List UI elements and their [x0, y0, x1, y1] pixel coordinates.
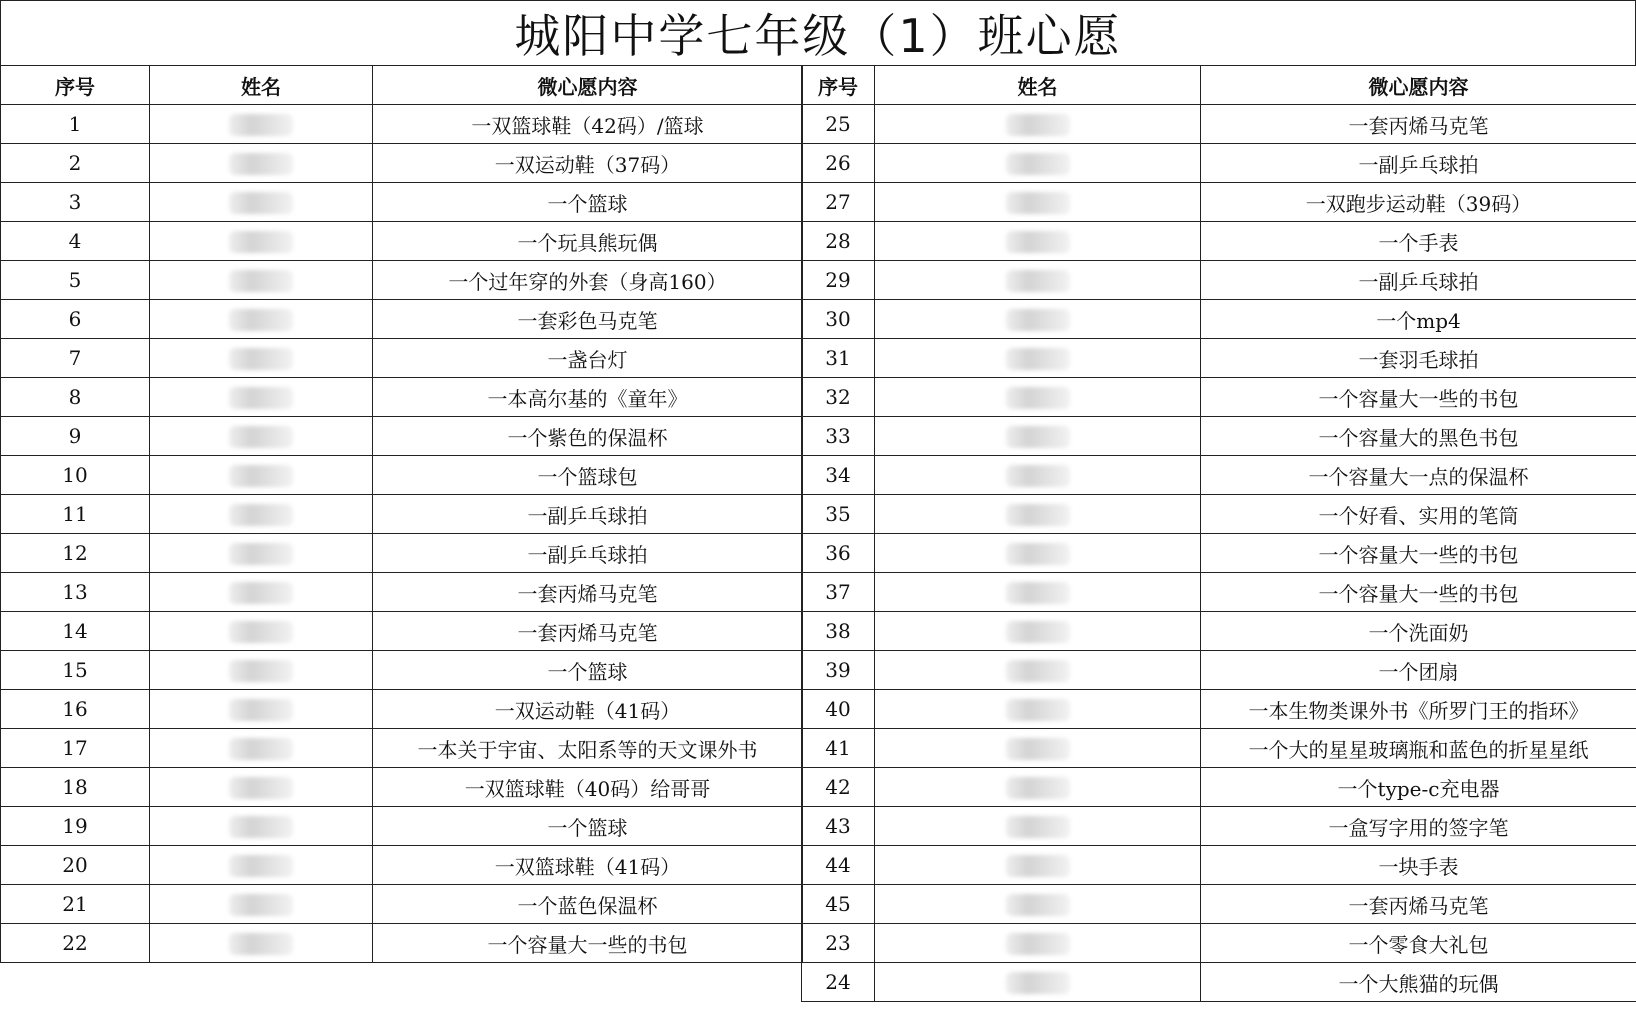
- row-wish: 一个零食大礼包: [1201, 924, 1636, 963]
- row-index: 6: [1, 300, 150, 339]
- redacted-name-blur: [1006, 426, 1070, 448]
- row-name-redacted: [150, 495, 373, 534]
- redacted-name-blur: [1006, 348, 1070, 370]
- redacted-name-blur: [229, 933, 293, 955]
- redacted-name-blur: [1006, 660, 1070, 682]
- redacted-name-blur: [1006, 504, 1070, 526]
- redacted-name-blur: [1006, 543, 1070, 565]
- row-name-redacted: [150, 924, 373, 963]
- row-index: 12: [1, 534, 150, 573]
- table-row: [802, 846, 1636, 885]
- table-row: [802, 534, 1636, 573]
- row-index: 25: [802, 105, 875, 144]
- row-wish: 一盏台灯: [373, 339, 803, 378]
- row-wish: 一副乒乓球拍: [373, 495, 803, 534]
- header-name: 姓名: [150, 66, 373, 105]
- row-index: 24: [802, 963, 875, 1002]
- row-wish: 一块手表: [1201, 846, 1636, 885]
- row-wish: 一套丙烯马克笔: [1201, 885, 1636, 924]
- row-name-redacted: [875, 495, 1201, 534]
- row-wish: 一双篮球鞋（40码）给哥哥: [373, 768, 803, 807]
- redacted-name-blur: [229, 621, 293, 643]
- sheet-title: 城阳中学七年级（1）班心愿: [0, 0, 1636, 66]
- row-wish: 一个蓝色保温杯: [373, 885, 803, 924]
- redacted-name-blur: [1006, 270, 1070, 292]
- row-name-redacted: [875, 105, 1201, 144]
- table-row: [1, 768, 803, 807]
- table-row: [802, 885, 1636, 924]
- row-wish: 一个容量大一些的书包: [1201, 534, 1636, 573]
- row-name-redacted: [875, 534, 1201, 573]
- table-row: [1, 456, 803, 495]
- table-row: [1, 495, 803, 534]
- row-wish: 一本高尔基的《童年》: [373, 378, 803, 417]
- row-index: 45: [802, 885, 875, 924]
- row-wish: 一个容量大一些的书包: [1201, 573, 1636, 612]
- wish-table-right: [801, 65, 1636, 1002]
- row-name-redacted: [875, 183, 1201, 222]
- row-index: 20: [1, 846, 150, 885]
- redacted-name-blur: [229, 387, 293, 409]
- table-row: [1, 846, 803, 885]
- table-row: [1, 339, 803, 378]
- row-name-redacted: [150, 378, 373, 417]
- redacted-name-blur: [1006, 738, 1070, 760]
- row-name-redacted: [875, 651, 1201, 690]
- row-index: 30: [802, 300, 875, 339]
- row-wish: 一个type-c充电器: [1201, 768, 1636, 807]
- row-index: 44: [802, 846, 875, 885]
- row-index: 13: [1, 573, 150, 612]
- table-row: [802, 222, 1636, 261]
- row-name-redacted: [875, 963, 1201, 1002]
- row-index: 15: [1, 651, 150, 690]
- row-wish: 一双篮球鞋（41码）: [373, 846, 803, 885]
- row-name-redacted: [875, 885, 1201, 924]
- row-index: 11: [1, 495, 150, 534]
- redacted-name-blur: [1006, 621, 1070, 643]
- row-index: 42: [802, 768, 875, 807]
- table-row: [802, 612, 1636, 651]
- redacted-name-blur: [229, 543, 293, 565]
- redacted-name-blur: [229, 309, 293, 331]
- redacted-name-blur: [1006, 114, 1070, 136]
- row-name-redacted: [150, 417, 373, 456]
- row-index: 36: [802, 534, 875, 573]
- table-row: [1, 924, 803, 963]
- redacted-name-blur: [229, 699, 293, 721]
- table-row: [1, 612, 803, 651]
- row-name-redacted: [875, 456, 1201, 495]
- row-wish: 一个容量大一些的书包: [373, 924, 803, 963]
- redacted-name-blur: [229, 777, 293, 799]
- table-row: [802, 378, 1636, 417]
- row-index: 31: [802, 339, 875, 378]
- row-name-redacted: [150, 885, 373, 924]
- row-name-redacted: [150, 300, 373, 339]
- row-name-redacted: [875, 924, 1201, 963]
- row-name-redacted: [150, 768, 373, 807]
- row-name-redacted: [150, 534, 373, 573]
- row-wish: 一个紫色的保温杯: [373, 417, 803, 456]
- row-wish: 一套丙烯马克笔: [1201, 105, 1636, 144]
- row-name-redacted: [875, 300, 1201, 339]
- redacted-name-blur: [229, 465, 293, 487]
- row-index: 38: [802, 612, 875, 651]
- row-name-redacted: [150, 105, 373, 144]
- row-index: 37: [802, 573, 875, 612]
- row-index: 1: [1, 105, 150, 144]
- row-wish: 一个篮球包: [373, 456, 803, 495]
- redacted-name-blur: [229, 738, 293, 760]
- redacted-name-blur: [1006, 153, 1070, 175]
- redacted-name-blur: [1006, 933, 1070, 955]
- table-row: [1, 105, 803, 144]
- row-index: 43: [802, 807, 875, 846]
- table-row: [802, 339, 1636, 378]
- redacted-name-blur: [1006, 699, 1070, 721]
- row-index: 3: [1, 183, 150, 222]
- row-index: 26: [802, 144, 875, 183]
- row-index: 39: [802, 651, 875, 690]
- table-row: [802, 183, 1636, 222]
- redacted-name-blur: [1006, 309, 1070, 331]
- row-index: 10: [1, 456, 150, 495]
- redacted-name-blur: [1006, 387, 1070, 409]
- row-name-redacted: [875, 339, 1201, 378]
- row-name-redacted: [150, 690, 373, 729]
- header-index: 序号: [1, 66, 150, 105]
- empty-cell: [150, 963, 373, 1002]
- row-name-redacted: [875, 261, 1201, 300]
- row-wish: 一个手表: [1201, 222, 1636, 261]
- redacted-name-blur: [1006, 582, 1070, 604]
- row-index: 4: [1, 222, 150, 261]
- row-name-redacted: [875, 573, 1201, 612]
- row-wish: 一个容量大一些的书包: [1201, 378, 1636, 417]
- table-row: [802, 807, 1636, 846]
- header-name: 姓名: [875, 66, 1201, 105]
- redacted-name-blur: [1006, 972, 1070, 994]
- header-index: 序号: [802, 66, 875, 105]
- table-row: [1, 729, 803, 768]
- row-name-redacted: [875, 144, 1201, 183]
- redacted-name-blur: [229, 192, 293, 214]
- table-row: [1, 651, 803, 690]
- row-wish: 一双运动鞋（41码）: [373, 690, 803, 729]
- header-wish: 微心愿内容: [373, 66, 803, 105]
- table-row: [1, 144, 803, 183]
- redacted-name-blur: [229, 894, 293, 916]
- empty-row: [1, 963, 803, 1002]
- row-name-redacted: [875, 378, 1201, 417]
- table-row: [802, 768, 1636, 807]
- redacted-name-blur: [229, 660, 293, 682]
- redacted-name-blur: [1006, 465, 1070, 487]
- row-index: 2: [1, 144, 150, 183]
- row-wish: 一个过年穿的外套（身高160）: [373, 261, 803, 300]
- row-wish: 一副乒乓球拍: [1201, 144, 1636, 183]
- row-name-redacted: [150, 339, 373, 378]
- table-row: [802, 105, 1636, 144]
- table-row: [1, 183, 803, 222]
- redacted-name-blur: [229, 114, 293, 136]
- row-wish: 一本生物类课外书《所罗门王的指环》: [1201, 690, 1636, 729]
- row-index: 28: [802, 222, 875, 261]
- table-row: [802, 456, 1636, 495]
- row-name-redacted: [875, 807, 1201, 846]
- row-index: 34: [802, 456, 875, 495]
- row-wish: 一副乒乓球拍: [373, 534, 803, 573]
- row-wish: 一个洗面奶: [1201, 612, 1636, 651]
- empty-cell: [373, 963, 803, 1002]
- row-wish: 一副乒乓球拍: [1201, 261, 1636, 300]
- row-wish: 一套羽毛球拍: [1201, 339, 1636, 378]
- redacted-name-blur: [1006, 231, 1070, 253]
- row-index: 35: [802, 495, 875, 534]
- table-row: [802, 924, 1636, 963]
- row-name-redacted: [150, 183, 373, 222]
- row-wish: 一套丙烯马克笔: [373, 573, 803, 612]
- table-row: [802, 300, 1636, 339]
- empty-cell: [1, 963, 150, 1002]
- redacted-name-blur: [1006, 894, 1070, 916]
- row-name-redacted: [150, 573, 373, 612]
- row-index: 17: [1, 729, 150, 768]
- row-wish: 一个mp4: [1201, 300, 1636, 339]
- row-wish: 一个好看、实用的笔筒: [1201, 495, 1636, 534]
- row-wish: 一个篮球: [373, 807, 803, 846]
- table-row: [1, 222, 803, 261]
- table-row: [1, 573, 803, 612]
- row-wish: 一个大的星星玻璃瓶和蓝色的折星星纸: [1201, 729, 1636, 768]
- row-wish: 一个容量大的黑色书包: [1201, 417, 1636, 456]
- row-index: 22: [1, 924, 150, 963]
- row-name-redacted: [875, 846, 1201, 885]
- row-index: 8: [1, 378, 150, 417]
- row-index: 40: [802, 690, 875, 729]
- redacted-name-blur: [229, 270, 293, 292]
- table-row: [1, 807, 803, 846]
- row-wish: 一盒写字用的签字笔: [1201, 807, 1636, 846]
- row-index: 29: [802, 261, 875, 300]
- table-row: [802, 963, 1636, 1002]
- table-row: [1, 417, 803, 456]
- table-row: [1, 300, 803, 339]
- row-name-redacted: [150, 729, 373, 768]
- redacted-name-blur: [229, 816, 293, 838]
- row-index: 27: [802, 183, 875, 222]
- row-index: 19: [1, 807, 150, 846]
- row-name-redacted: [150, 456, 373, 495]
- redacted-name-blur: [1006, 192, 1070, 214]
- redacted-name-blur: [229, 855, 293, 877]
- row-index: 14: [1, 612, 150, 651]
- row-wish: 一个大熊猫的玩偶: [1201, 963, 1636, 1002]
- table-row: [802, 261, 1636, 300]
- row-wish: 一双篮球鞋（42码）/篮球: [373, 105, 803, 144]
- row-index: 21: [1, 885, 150, 924]
- redacted-name-blur: [1006, 777, 1070, 799]
- row-name-redacted: [875, 729, 1201, 768]
- row-wish: 一双跑步运动鞋（39码）: [1201, 183, 1636, 222]
- row-wish: 一个团扇: [1201, 651, 1636, 690]
- redacted-name-blur: [229, 504, 293, 526]
- row-index: 18: [1, 768, 150, 807]
- row-name-redacted: [875, 612, 1201, 651]
- row-index: 33: [802, 417, 875, 456]
- row-wish: 一双运动鞋（37码）: [373, 144, 803, 183]
- row-name-redacted: [150, 261, 373, 300]
- row-index: 9: [1, 417, 150, 456]
- table-row: [1, 690, 803, 729]
- row-name-redacted: [875, 690, 1201, 729]
- table-row: [802, 573, 1636, 612]
- row-wish: 一套丙烯马克笔: [373, 612, 803, 651]
- row-index: 16: [1, 690, 150, 729]
- table-row: [802, 729, 1636, 768]
- row-name-redacted: [875, 417, 1201, 456]
- table-row: [1, 885, 803, 924]
- redacted-name-blur: [229, 582, 293, 604]
- redacted-name-blur: [229, 153, 293, 175]
- row-name-redacted: [150, 144, 373, 183]
- header-wish: 微心愿内容: [1201, 66, 1636, 105]
- redacted-name-blur: [229, 426, 293, 448]
- row-index: 23: [802, 924, 875, 963]
- row-index: 32: [802, 378, 875, 417]
- row-wish: 一本关于宇宙、太阳系等的天文课外书: [373, 729, 803, 768]
- redacted-name-blur: [229, 348, 293, 370]
- row-name-redacted: [875, 222, 1201, 261]
- redacted-name-blur: [1006, 816, 1070, 838]
- table-row: [802, 651, 1636, 690]
- table-row: [802, 690, 1636, 729]
- row-name-redacted: [150, 846, 373, 885]
- redacted-name-blur: [229, 231, 293, 253]
- row-index: 7: [1, 339, 150, 378]
- row-name-redacted: [150, 651, 373, 690]
- row-wish: 一个篮球: [373, 651, 803, 690]
- header-row: [1, 66, 803, 105]
- row-name-redacted: [875, 768, 1201, 807]
- table-row: [802, 417, 1636, 456]
- row-index: 41: [802, 729, 875, 768]
- row-wish: 一个篮球: [373, 183, 803, 222]
- table-row: [1, 261, 803, 300]
- table-row: [1, 378, 803, 417]
- table-row: [802, 495, 1636, 534]
- row-name-redacted: [150, 222, 373, 261]
- row-wish: 一个容量大一点的保温杯: [1201, 456, 1636, 495]
- row-wish: 一套彩色马克笔: [373, 300, 803, 339]
- row-index: 5: [1, 261, 150, 300]
- row-wish: 一个玩具熊玩偶: [373, 222, 803, 261]
- row-name-redacted: [150, 612, 373, 651]
- header-row: [802, 66, 1636, 105]
- wish-table-left: [0, 65, 803, 1002]
- redacted-name-blur: [1006, 855, 1070, 877]
- table-row: [802, 144, 1636, 183]
- row-name-redacted: [150, 807, 373, 846]
- table-row: [1, 534, 803, 573]
